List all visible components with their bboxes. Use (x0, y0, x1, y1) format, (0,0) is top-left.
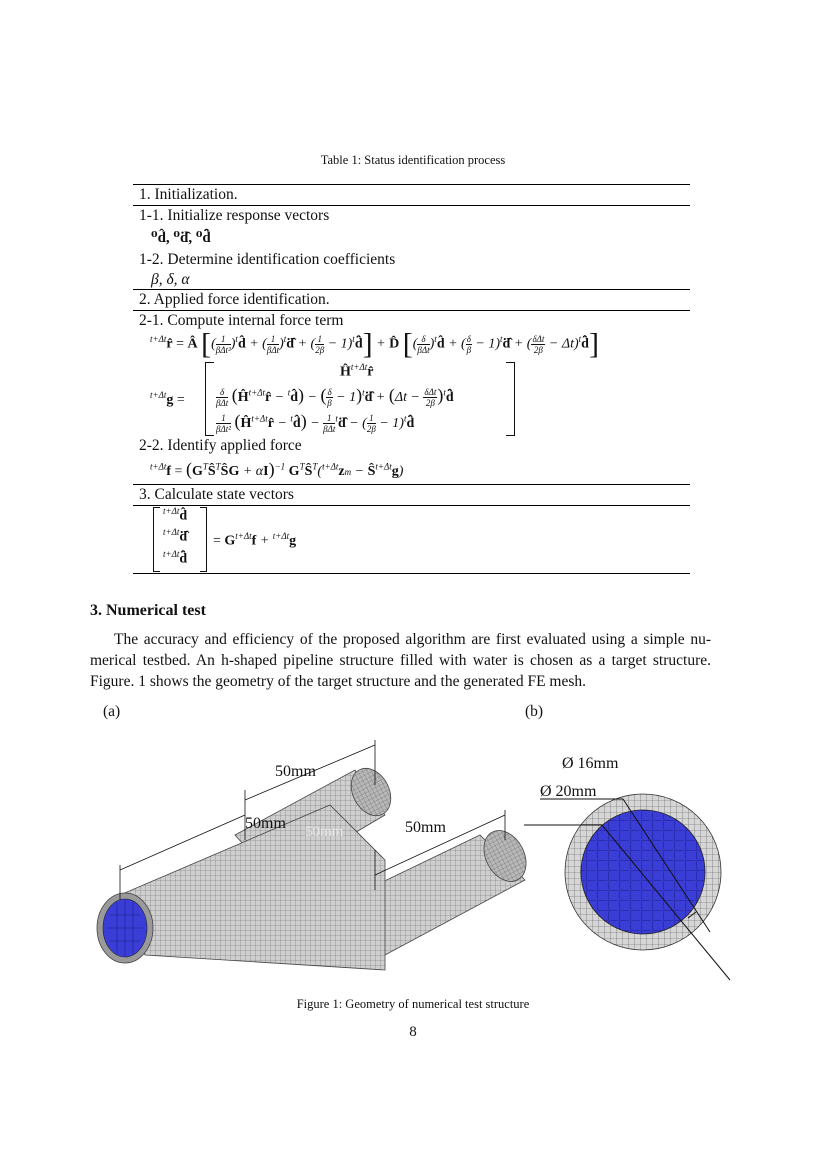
state-d-dot: $^{t+\Delta t}$ḋ̂ (163, 527, 188, 545)
step-1-2: 1-2. Determine identification coefficients (139, 251, 396, 268)
step-state-vectors: 3. Calculate state vectors (139, 486, 294, 503)
inner-diameter-label: Ø 16mm (562, 755, 619, 772)
equation-g-row3: $\frac{1}{\text{βΔt²}}$ ($Ĥ^{t+\Delta t}r̂$ − $^t$d̂) − $\frac{1}{\text{βΔt}}$ $^t$ḋ̂ − ( $\frac{1}{2\beta}$ − 1)$^t$d̈̂ (216, 411, 415, 435)
equation-f: $^{t+\Delta t}f = (G^TŜ^TŜG + \alpha I)^{-1}$ $G^TŜ^T(^{t+\Delta t}zm$ − $Ŝ^{t+\Delta t}g$) (150, 459, 404, 479)
figure-caption: Figure 1: Geometry of numerical test structure (296, 997, 530, 1011)
outer-diameter-label: Ø 20mm (540, 783, 597, 800)
table-rule (133, 205, 690, 206)
paragraph-line: merical testbed. An h-shaped pipeline structure filled with water is chosen as a target structure. (90, 652, 711, 669)
pipe-structure-figure (85, 730, 555, 990)
vector-bracket-right (200, 507, 207, 572)
dimension-label-mid: 50mm (305, 824, 344, 840)
vector-bracket-left (153, 507, 160, 572)
table-rule (133, 505, 690, 506)
equation-r: $^{t+\Delta t}$r̂ = Â [( $\frac{1}{\text{βΔt²}}$ )$^t$d̂ + ( $\frac{1}{\text{βΔt}}$ )$^t$ḋ̂ + ( $\frac{1}{2\beta}$ − 1)$^t$d̈̂] + D̂ [( $\frac{\delta}{\text{βΔt}}$ )$^t$d̂ + ( $\frac{\delta}{\beta}$ − 1)$^t$ḋ̂ + ( $\frac{\text{δΔt}}{2\beta}$ − Δt)$^t$d̈̂] (150, 327, 599, 361)
step-applied-force: 2. Applied force identification. (139, 291, 330, 308)
section-paragraph (90, 629, 711, 692)
equation-g-lhs: $^{t+\Delta t}$g = (150, 390, 185, 408)
table-top-rule (133, 184, 690, 185)
paragraph-line: The accuracy and efficiency of the proposed algorithm are first evaluated using a simple nu- (114, 631, 711, 648)
coefficients-math: β, δ, α (151, 271, 190, 288)
response-vectors-math: ⁰d̂, ⁰ḋ̂, ⁰d̈̂ (151, 230, 211, 246)
figure-label-a: (a) (103, 703, 121, 720)
step-1-1: 1-1. Initialize response vectors (139, 207, 330, 224)
matrix-bracket-right (506, 362, 515, 436)
step-2-1: 2-1. Compute internal force term (139, 312, 344, 329)
dimension-label-top: 50mm (275, 763, 316, 780)
table-rule (133, 484, 690, 485)
step-initialization: 1. Initialization. (139, 186, 238, 203)
state-d-ddot: $^{t+\Delta t}$d̈̂ (163, 549, 188, 567)
page-number: 8 (409, 1024, 417, 1040)
state-d: $^{t+\Delta t}$d̂ (163, 506, 188, 524)
table-rule (133, 310, 690, 311)
figure-label-b: (b) (525, 703, 544, 720)
equation-g-row2: $\frac{\delta}{\text{βΔt}}$ ($Ĥ^{t+\Delta t}r̂$ − $^t$d̂) − ( $\frac{\delta}{\beta}$ − 1)$^t$ḋ̂ + (Δt − $\frac{\text{δΔt}}{2\beta}$ )$^t$d̈̂ (216, 385, 454, 409)
equation-state: = $G^{t+\Delta t}f + ^{t+\Delta t}g$ (213, 531, 297, 549)
paragraph-line: Figure. 1 shows the geometry of the target structure and the generated FE mesh. (90, 673, 587, 690)
cross-section-figure (520, 740, 750, 990)
table-caption: Table 1: Status identification process (320, 153, 506, 167)
table-bottom-rule (133, 573, 690, 574)
table-rule (133, 289, 690, 290)
dimension-label-left: 50mm (245, 815, 286, 832)
step-2-2: 2-2. Identify applied force (139, 437, 302, 454)
matrix-bracket-left (205, 362, 214, 436)
equation-g-row1: $Ĥ^{t+\Delta t}r̂$ (340, 362, 374, 380)
section-heading: 3. Numerical test (90, 602, 206, 619)
dimension-label-right: 50mm (405, 819, 446, 836)
water-core (581, 810, 705, 934)
